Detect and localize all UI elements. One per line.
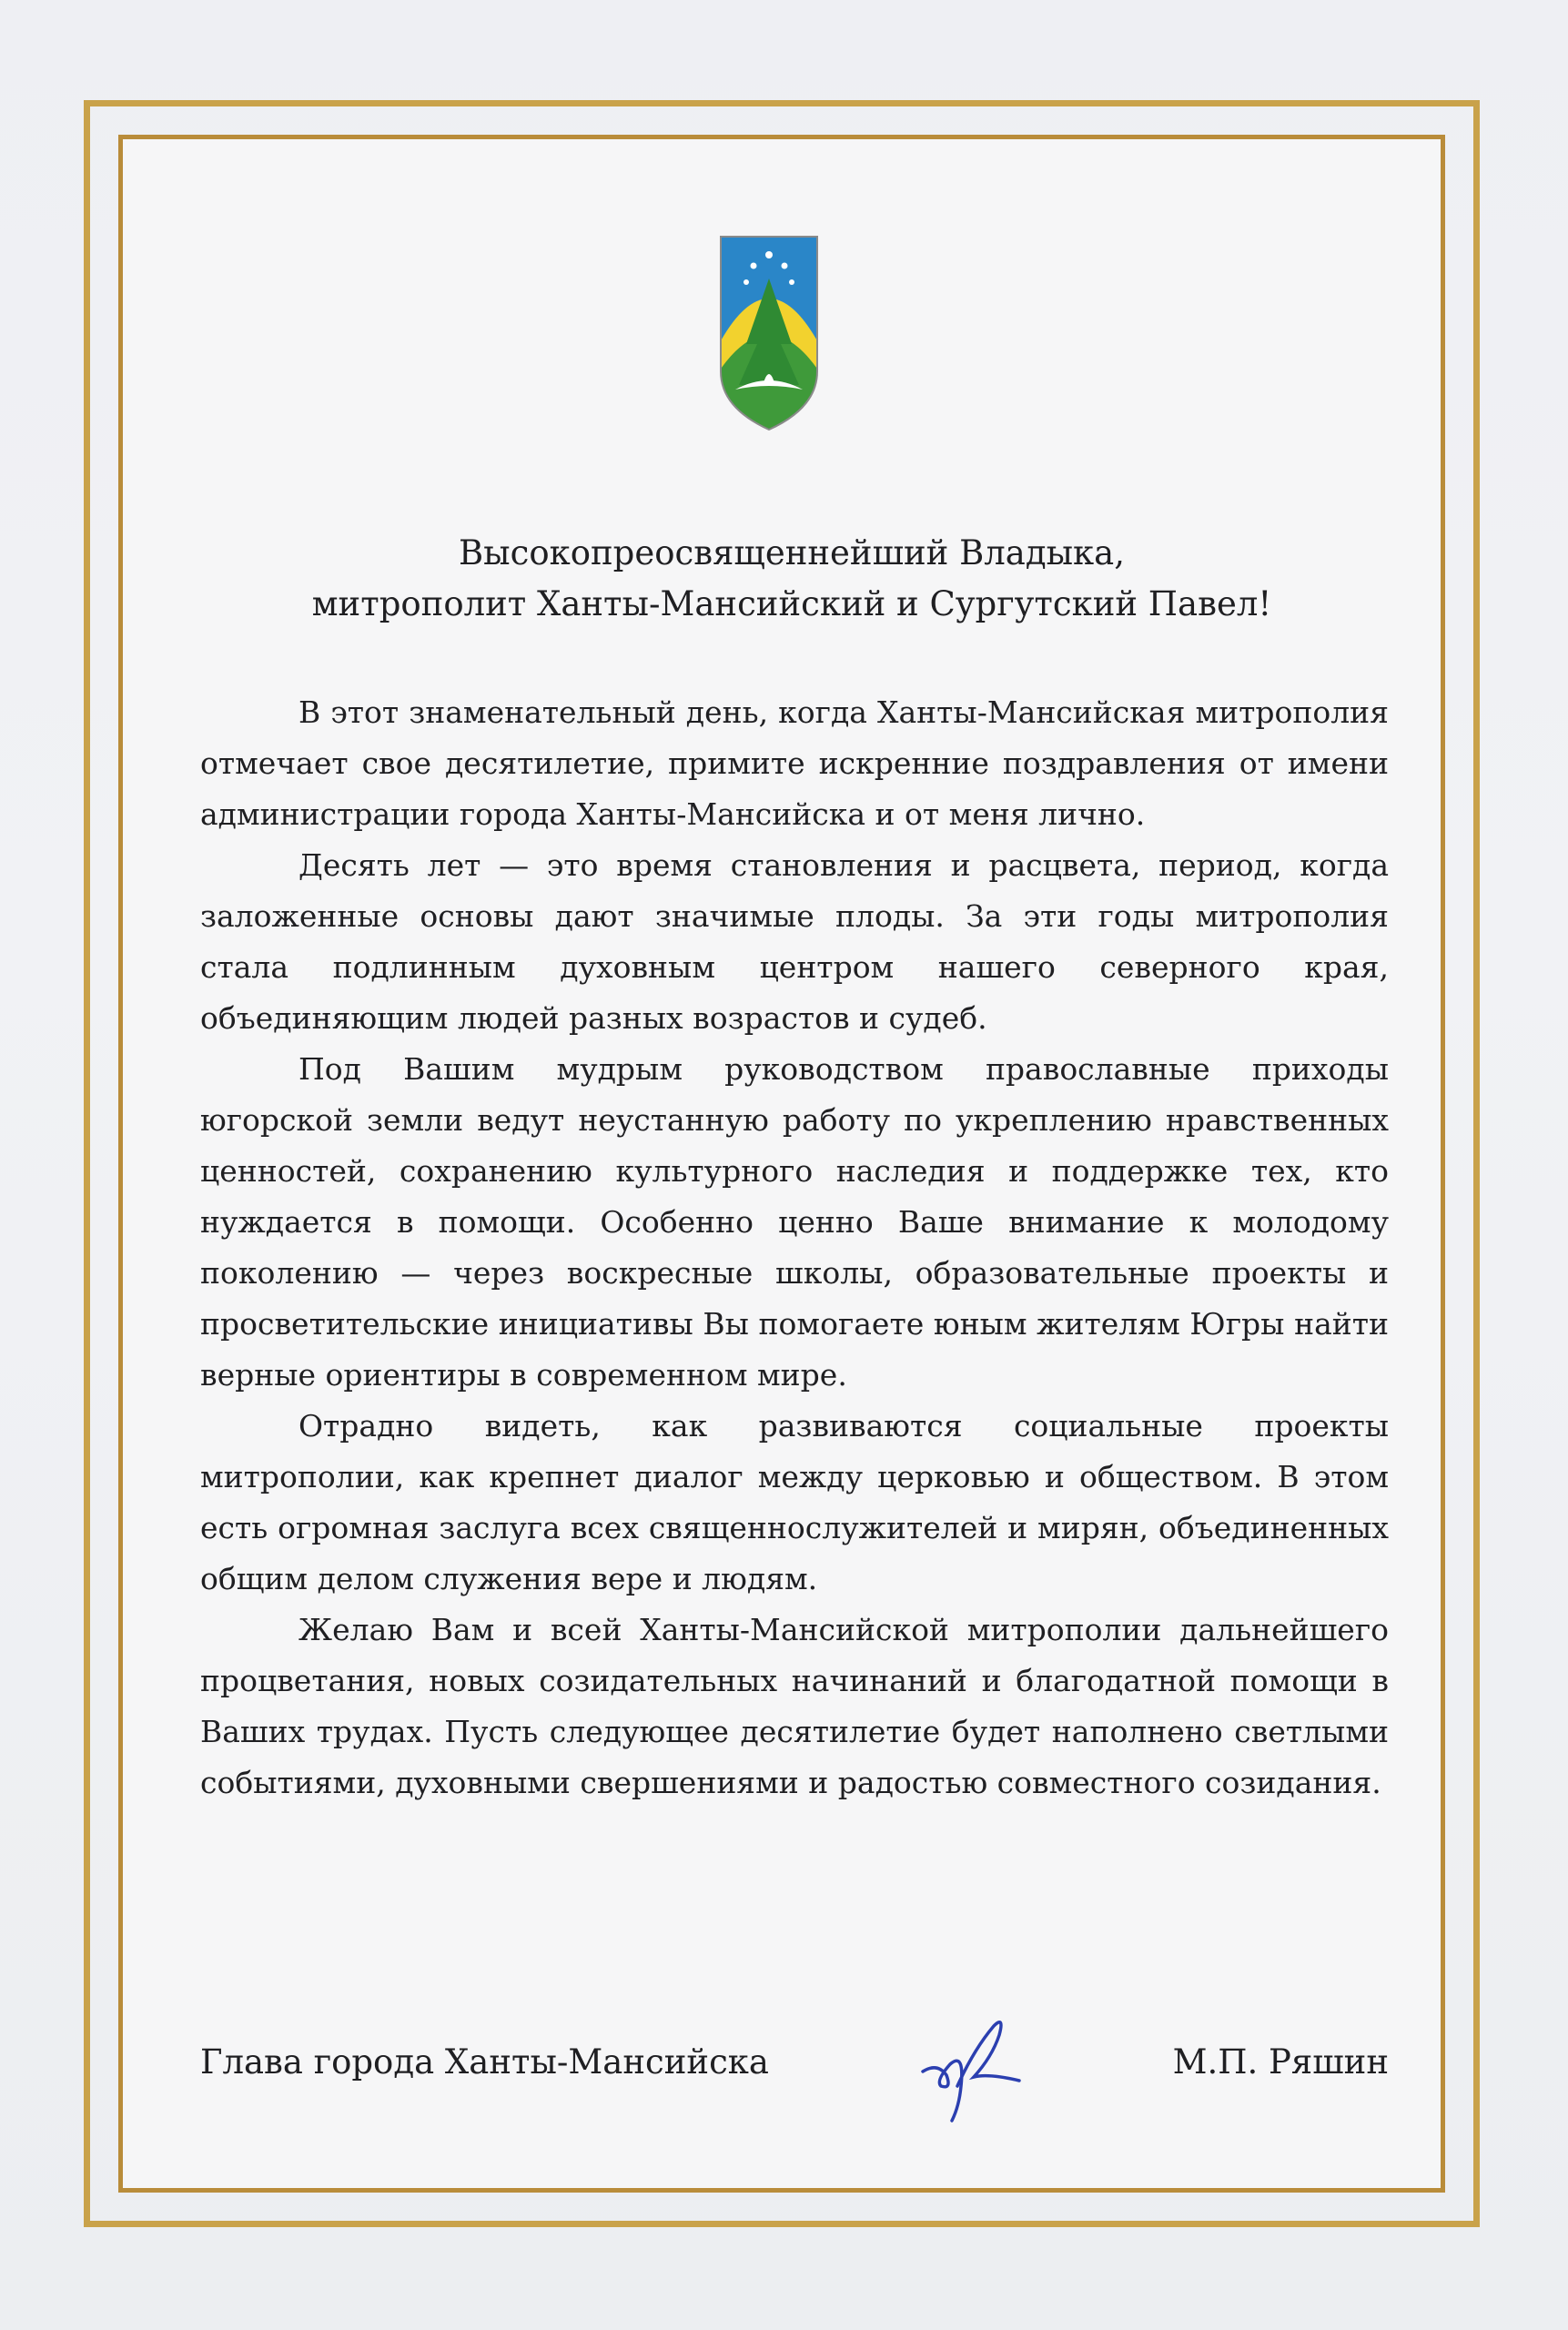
paragraph-3: Под Вашим мудрым руководством православные приходы югорской земли ведут неустанную работу по укреплению нравственных ценностей, сохранению культурного наследия и поддержке тех, кто нуждается в помощи. Особенно ценно Ваше внимание к молодому поколению — через воскресные школы, образовательные проекты и просветительские инициативы Вы помогаете юным жителям Югры найти верные ориентиры в современном мире. xyxy=(200,1051,1389,1393)
letter-body xyxy=(200,687,1389,1808)
salutation-line-1: Высокопреосвященнейший Владыка, xyxy=(458,533,1126,572)
salutation xyxy=(200,528,1383,630)
signature-icon xyxy=(910,1999,1037,2126)
salutation-line-2: митрополит Ханты-Мансийский и Сургутский Павел! xyxy=(311,584,1272,623)
paragraph-5: Желаю Вам и всей Ханты-Мансийской митрополии дальнейшего процветания, новых созидательных начинаний и благодатной помощи в Ваших трудах. Пусть следующее десятилетие будет наполнено светлыми событиями, духовными свершениями и радостью совместного созидания. xyxy=(200,1612,1389,1800)
signer-position: Глава города Ханты-Мансийска xyxy=(200,2042,769,2082)
paragraph-2: Десять лет — это время становления и расцвета, период, когда заложенные основы дают значимые плоды. За эти годы митрополия стала подлинным духовным центром нашего северного края, объединяющим людей разных возрастов и судеб. xyxy=(200,847,1389,1036)
signer-name: М.П. Ряшин xyxy=(1172,2042,1389,2082)
signature-block xyxy=(200,2035,1389,2108)
coat-of-arms-icon xyxy=(719,235,819,431)
paragraph-1: В этот знаменательный день, когда Ханты-Мансийская митрополия отмечает свое десятилетие, примите искренние поздравления от имени администрации города Ханты-Мансийска и от меня лично. xyxy=(200,694,1389,832)
paragraph-4: Отрадно видеть, как развиваются социальные проекты митрополии, как крепнет диалог между церковью и обществом. В этом есть огромная заслуга всех священнослужителей и мирян, объединенных общим делом служения вере и людям. xyxy=(200,1408,1389,1596)
